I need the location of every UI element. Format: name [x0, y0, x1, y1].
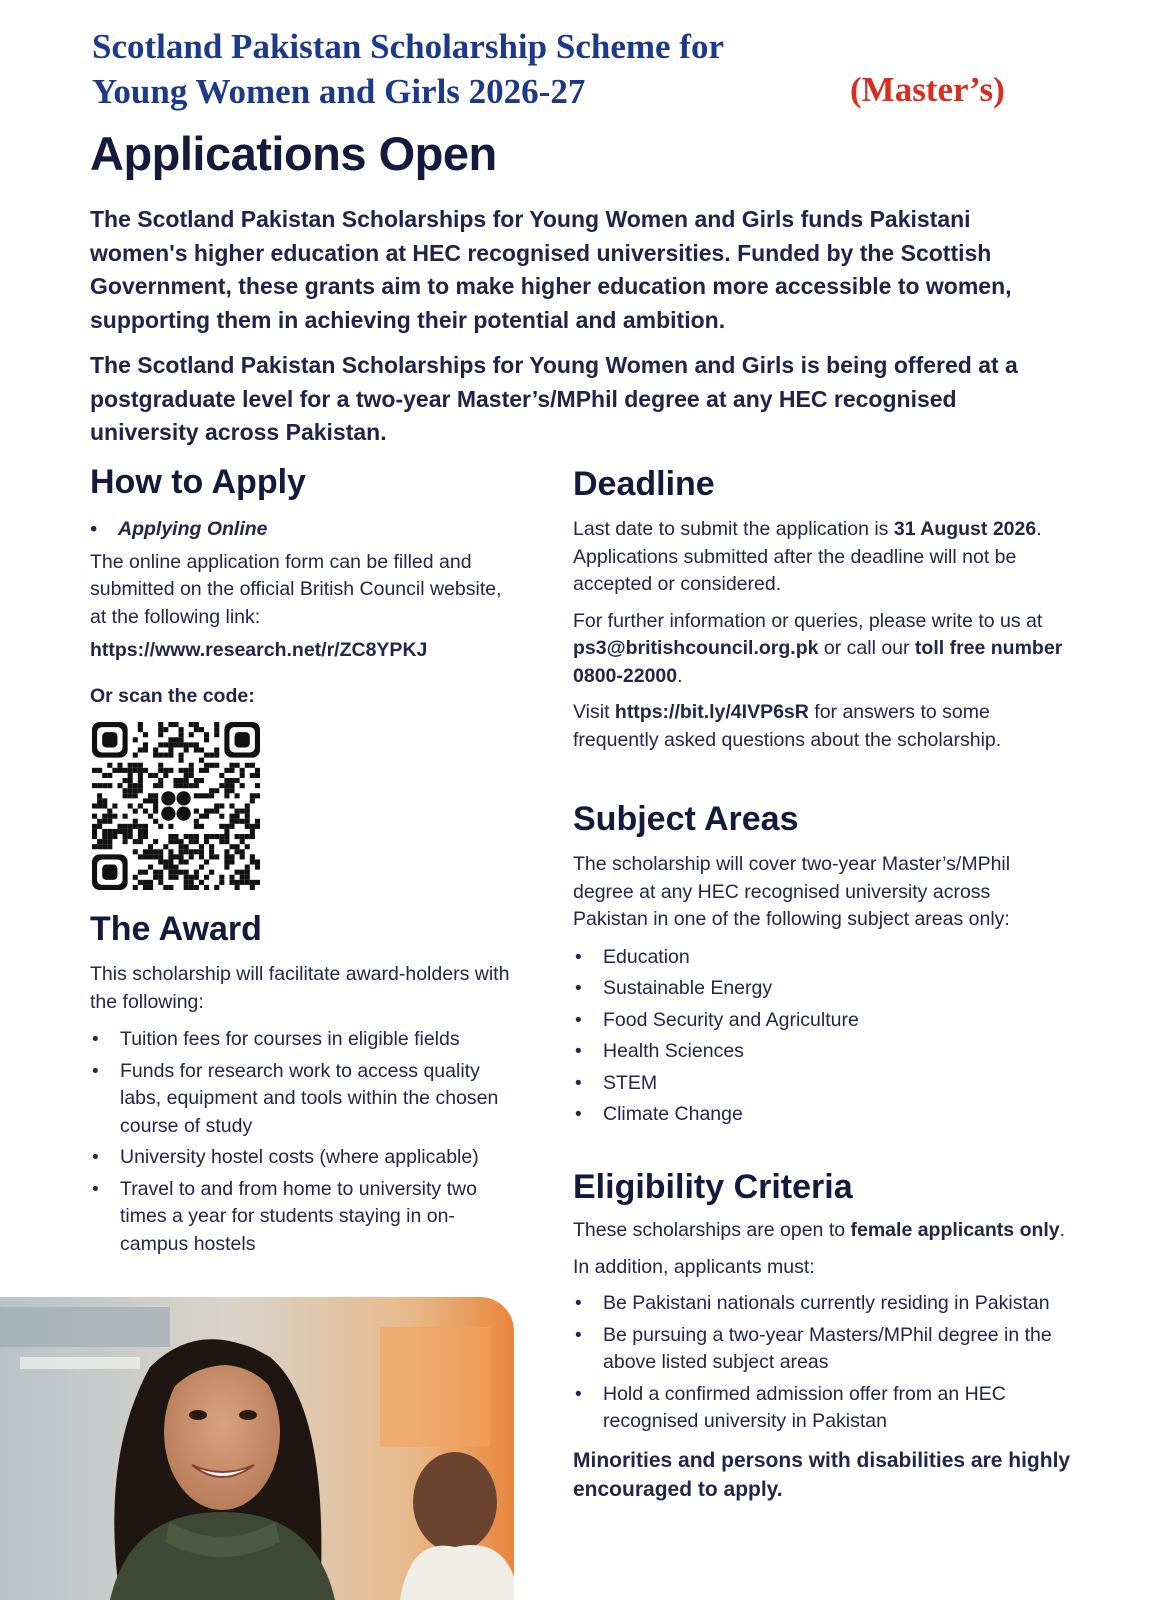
list-item: • Education [573, 944, 1043, 972]
list-item: • Tuition fees for courses in eligible fields [90, 1026, 510, 1054]
how-to-apply-title: How to Apply [90, 463, 306, 501]
student-photo [0, 1297, 514, 1600]
scheme-title-line2: Young Women and Girls 2026-27 [92, 72, 586, 111]
intro-section [90, 203, 1065, 462]
list-item: • Food Security and Agriculture [573, 1007, 1043, 1035]
deadline-date: 31 August 2026 [893, 518, 1037, 540]
apply-method-label: Applying Online [118, 518, 268, 540]
contact-email[interactable]: ps3@britishcouncil.org.pk [573, 637, 819, 659]
list-item: • Travel to and from home to university two times a year for students staying in on-campus hostels [90, 1176, 510, 1259]
qr-code-graphic [92, 722, 260, 890]
list-item: • Sustainable Energy [573, 975, 1043, 1003]
subject-areas-title: Subject Areas [573, 800, 799, 838]
list-item: • Health Sciences [573, 1038, 1043, 1066]
list-item: • STEM [573, 1070, 1043, 1098]
eligibility-section [573, 1168, 1073, 1504]
award-section [90, 910, 510, 1262]
deadline-text: Last date to submit the application is 31 August 2026. Applications submitted after the deadline will not be accepted or considered. [573, 518, 1042, 595]
list-item: • Climate Change [573, 1101, 1043, 1129]
subject-areas-intro: The scholarship will cover two-year Master’s/MPhil degree at any HEC recognised university across Pakistan in one of the following subject areas only: [573, 853, 1011, 930]
toll-free-number[interactable]: toll free number 0800-22000 [573, 637, 1063, 687]
intro-paragraph-2: The Scotland Pakistan Scholarships for Young Women and Girls is being offered at a postgraduate level for a two-year Master’s/MPhil degree at any HEC recognised university across Pakistan. [90, 352, 1018, 445]
list-item: • Be Pakistani nationals currently residing in Pakistan [573, 1290, 1073, 1318]
scheme-title-line1: Scotland Pakistan Scholarship Scheme for [92, 27, 724, 66]
faq-text: Visit https://bit.ly/4IVP6sR for answers to some frequently asked questions about the scholarship. [573, 701, 1002, 751]
female-applicants-only: female applicants only [850, 1219, 1060, 1241]
application-link[interactable]: https://www.research.net/r/ZC8YPKJ [90, 639, 428, 661]
list-item: • Hold a confirmed admission offer from an HEC recognised university in Pakistan [573, 1381, 1073, 1436]
student-photo-illustration [0, 1297, 514, 1600]
subject-list [573, 944, 1043, 1129]
list-item: • Be pursuing a two-year Masters/MPhil degree in the above listed subject areas [573, 1322, 1073, 1377]
qr-code[interactable] [92, 722, 260, 890]
subject-areas-section [573, 800, 1043, 1133]
encouragement-note: Minorities and persons with disabilities are highly encouraged to apply. [573, 1448, 1071, 1501]
award-title: The Award [90, 910, 262, 948]
intro-paragraph-1: The Scotland Pakistan Scholarships for Young Women and Girls funds Pakistani women's higher education at HEC recognised universities. Funded by the Scottish Government, these grants aim to make higher education more accessible to women, supporting them in achieving their potential and ambition. [90, 206, 1012, 333]
scan-code-label: Or scan the code: [90, 684, 255, 707]
award-list [90, 1026, 510, 1258]
page-title: Applications Open [90, 127, 497, 180]
eligibility-list [573, 1290, 1073, 1436]
apply-instructions: The online application form can be filled and submitted on the official British Council website, at the following link: [90, 550, 502, 628]
apply-method: • Applying Online [90, 518, 268, 540]
award-intro: This scholarship will facilitate award-holders with the following: [90, 963, 510, 1013]
faq-link[interactable]: https://bit.ly/4IVP6sR [614, 701, 809, 723]
contact-text: For further information or queries, please write to us at ps3@britishcouncil.org.pk or call our toll free number 0800-22000. [573, 609, 1063, 687]
deadline-title: Deadline [573, 465, 715, 503]
list-item: • Funds for research work to access quality labs, equipment and tools within the chosen course of study [90, 1058, 510, 1141]
degree-level-label: (Master’s) [850, 70, 1005, 109]
eligibility-title: Eligibility Criteria [573, 1168, 853, 1206]
scheme-title [92, 24, 812, 114]
eligibility-addition: In addition, applicants must: [573, 1255, 815, 1278]
how-to-apply-section [90, 463, 520, 710]
eligibility-open-text: These scholarships are open to female applicants only. [573, 1219, 1066, 1241]
list-item: • University hostel costs (where applicable) [90, 1144, 510, 1172]
deadline-section [573, 465, 1073, 763]
